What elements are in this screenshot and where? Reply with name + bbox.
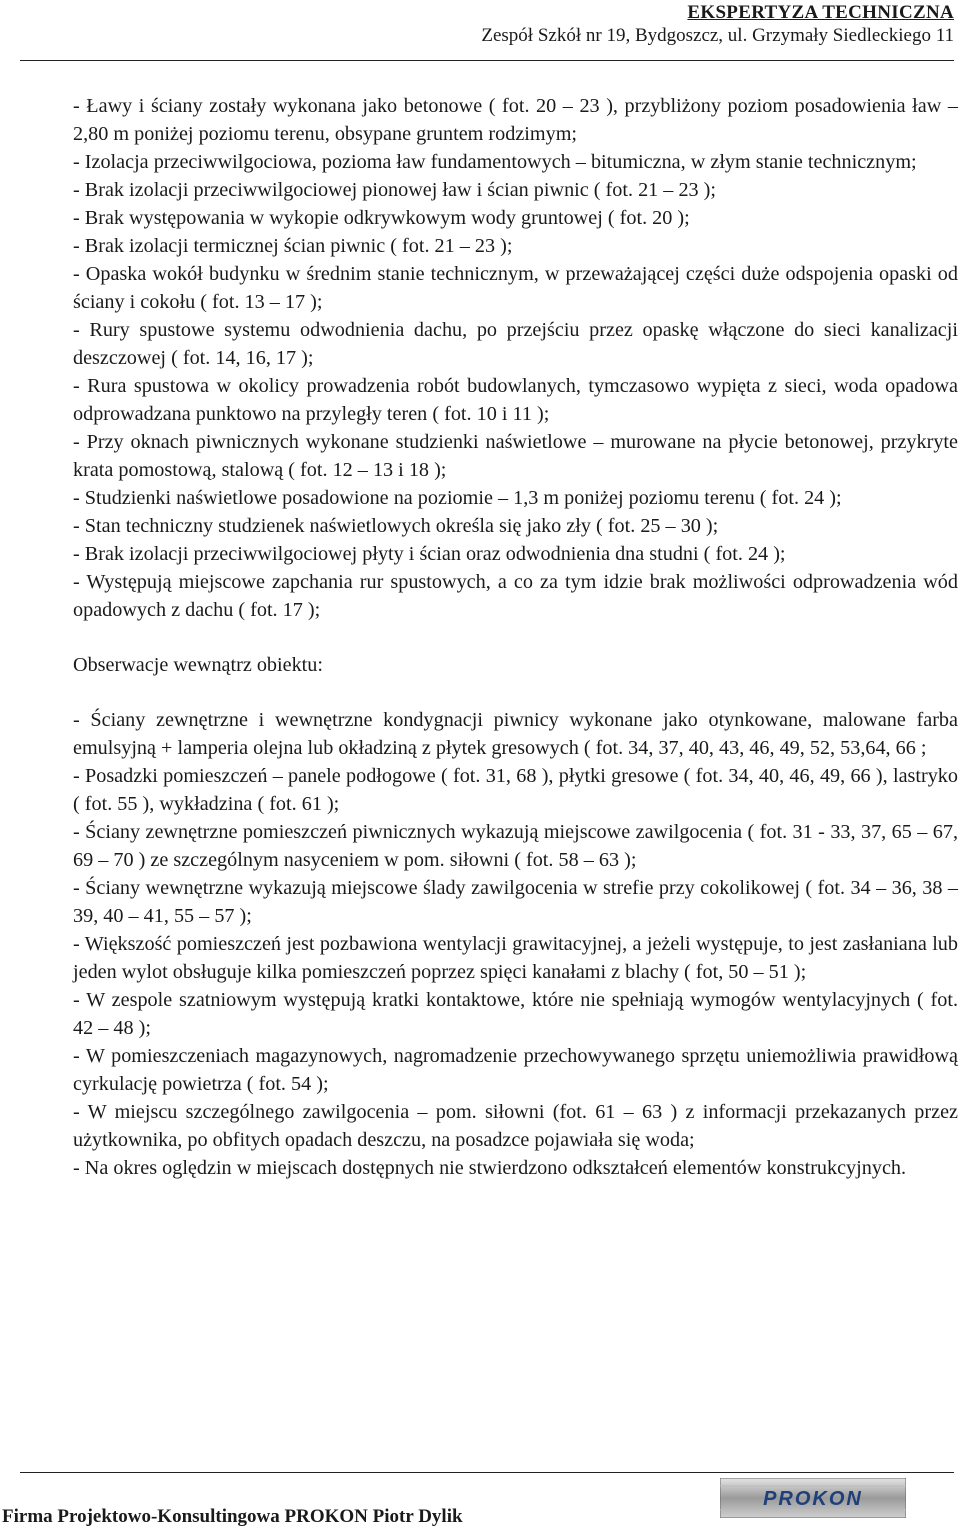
footer-divider <box>20 1472 954 1473</box>
list-item: - Rury spustowe systemu odwodnienia dachu, po przejściu przez opaskę włączone do sieci kanalizacji deszczowej ( fot. 14, 16, 17 ); <box>73 319 958 369</box>
list-item: - Studzienki naświetlowe posadowione na poziomie – 1,3 m poniżej poziomu terenu ( fot. 24 ); <box>73 487 842 509</box>
header-divider <box>20 60 954 61</box>
list-item: - W miejscu szczególnego zawilgocenia – pom. siłowni (fot. 61 – 63 ) z informacji przekazanych przez użytkownika, po obfitych opadach deszczu, na posadzce pojawiała się woda; <box>73 1101 958 1151</box>
document-title: EKSPERTYZA TECHNICZNA <box>687 2 954 23</box>
list-item: - Brak izolacji przeciwwilgociowej pionowej ław i ścian piwnic ( fot. 21 – 23 ); <box>73 179 717 201</box>
list-item: - Brak izolacji przeciwwilgociowej płyty i ścian oraz odwodnienia dna studni ( fot. 24 ); <box>73 543 786 565</box>
list-item: - W pomieszczeniach magazynowych, nagromadzenie przechowywanego sprzętu uniemożliwia prawidłową cyrkulację powietrza ( fot. 54 ); <box>73 1045 958 1095</box>
document-subtitle: Zespół Szkół nr 19, Bydgoszcz, ul. Grzymały Siedleckiego 11 <box>481 25 954 46</box>
list-item: - Występują miejscowe zapchania rur spustowych, a co za tym idzie brak możliwości odprowadzenia wód opadowych z dachu ( fot. 17 ); <box>73 571 958 621</box>
list-item: - Izolacja przeciwwilgociowa, pozioma ław fundamentowych – bitumiczna, w złym stanie technicznym; <box>73 151 917 173</box>
page-header <box>0 0 960 60</box>
list-item: - Opaska wokół budynku w średnim stanie technicznym, w przeważającej części duże odspojenia opaski od ściany i cokołu ( fot. 13 – 17 ); <box>73 263 958 313</box>
list-item: - Ściany wewnętrzne wykazują miejscowe ślady zawilgocenia w strefie przy cokolikowej ( fot. 34 – 36, 38 – 39, 40 – 41, 55 – 57 ); <box>73 877 958 927</box>
spacer <box>73 624 958 651</box>
list-item: - Przy oknach piwnicznych wykonane studzienki naświetlowe – murowane na płycie betonowej, przykryte krata pomostową, stalową ( fot. 12 – 13 i 18 ); <box>73 431 958 481</box>
list-item: - Rura spustowa w okolicy prowadzenia robót budowlanych, tymczasowo wypięta z sieci, woda opadowa odprowadzana punktowo na przyległy teren ( fot. 10 i 11 ); <box>73 375 958 425</box>
prokon-logo <box>720 1478 906 1518</box>
company-name: Firma Projektowo-Konsultingowa PROKON Piotr Dylik <box>2 1506 463 1527</box>
list-item: - Większość pomieszczeń jest pozbawiona wentylacji grawitacyjnej, a jeżeli występuje, to jest zasłaniana lub jeden wylot obsługuje kilka pomieszczeń poprzez spięci kanałami z blachy ( fot, 50 – 51 ); <box>73 933 958 983</box>
logo-wordmark: PROKON <box>763 1488 863 1510</box>
list-item: - Na okres oględzin w miejscach dostępnych nie stwierdzono odkształceń elementów konstrukcyjnych. <box>73 1157 907 1179</box>
list-item: - Brak występowania w wykopie odkrywkowym wody gruntowej ( fot. 20 ); <box>73 207 690 229</box>
list-item: - W zespole szatniowym występują kratki kontaktowe, które nie spełniają wymogów wentylacyjnych ( fot. 42 – 48 ); <box>73 989 958 1039</box>
list-item: - Brak izolacji termicznej ścian piwnic ( fot. 21 – 23 ); <box>73 235 513 257</box>
list-item: - Ławy i ściany zostały wykonana jako betonowe ( fot. 20 – 23 ), przybliżony poziom posadowienia ław – 2,80 m poniżej poziomu terenu, obsypane gruntem rodzimym; <box>73 95 958 145</box>
section-heading: Obserwacje wewnątrz obiektu: <box>73 654 323 676</box>
document-body <box>73 92 958 1182</box>
spacer <box>73 679 958 706</box>
interior-observations <box>73 706 958 1182</box>
list-item: - Ściany zewnętrzne i wewnętrzne kondygnacji piwnicy wykonane jako otynkowane, malowane farba emulsyjną + lamperia olejna lub okładziną z płytek gresowych ( fot. 34, 37, 40, 43, 46, 49, 52, 53,64, 66 ; <box>73 709 958 759</box>
list-item: - Posadzki pomieszczeń – panele podłogowe ( fot. 31, 68 ), płytki gresowe ( fot. 34, 40, 46, 49, 66 ), lastryko ( fot. 55 ), wykładzina ( fot. 61 ); <box>73 765 958 815</box>
list-item: - Ściany zewnętrzne pomieszczeń piwnicznych wykazują miejscowe zawilgocenia ( fot. 31 - 33, 37, 65 – 67, 69 – 70 ) ze szczególnym nasyceniem w pom. siłowni ( fot. 58 – 63 ); <box>73 821 958 871</box>
foundation-observations <box>73 92 958 624</box>
list-item: - Stan techniczny studzienek naświetlowych określa się jako zły ( fot. 25 – 30 ); <box>73 515 719 537</box>
